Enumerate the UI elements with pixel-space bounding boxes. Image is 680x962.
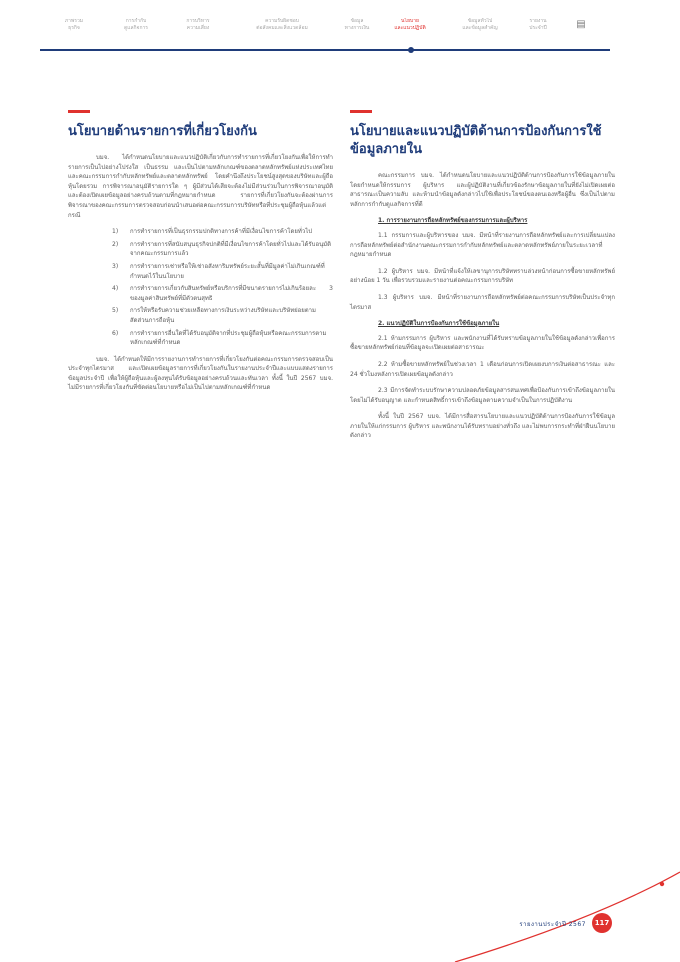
footer-label: รายงานประจำปี 2567 <box>519 921 586 928</box>
nav-tab-label: การบริหาร <box>186 18 210 24</box>
transaction-list <box>68 227 333 348</box>
nav-tab-policy[interactable] <box>386 18 434 40</box>
list-item-text: การทำรายการอื่นใดที่ได้รับอนุมัติจากที่ประชุมผู้ถือหุ้นหรือคณะกรรมการตามหลักเกณฑ์ที่กำหนด <box>130 329 327 347</box>
nav-tab-label: รายงาน <box>529 18 547 24</box>
list-item-text: การทำรายการเกี่ยวกับสินทรัพย์หรือบริการที่มีขนาดรายการไม่เกินร้อยละ 3 ของมูลค่าสินทรัพย์ที่มีตัวตนสุทธิ <box>130 285 333 302</box>
right-column <box>350 110 615 448</box>
list-item-number: 3) <box>112 262 119 270</box>
paragraph: 2.1 ห้ามกรรมการ ผู้บริหาร และพนักงานที่ได้รับทราบข้อมูลภายในใช้ข้อมูลดังกล่าวเพื่อการซื้อขายหลักทรัพย์ก่อนที่ข้อมูลจะเปิดเผยต่อสาธารณะ <box>350 334 615 352</box>
paragraph: บมจ. ได้กำหนดนโยบายและแนวปฏิบัติเกี่ยวกับการทำรายการที่เกี่ยวโยงกันเพื่อให้การทำรายการเป็นไปอย่างโปร่งใส เป็นธรรม และเป็นไปตามหลักเกณฑ์ของตลาดหลักทรัพย์แห่งประเทศไทย และคณะกรรมการกำกับหลักทรัพย์และตลาดหลักทรัพย์ โดยคำนึงถึงประโยชน์สูงสุดของบริษัทและผู้ถือหุ้นโดยรวม การพิจารณาอนุมัติรายการใด ๆ ผู้มีส่วนได้เสียจะต้องไม่มีส่วนร่วมในการพิจารณาอนุมัติ และต้องเปิดเผยข้อมูลอย่างครบถ้วนตามที่กฎหมายกำหนด รายการที่เกี่ยวโยงกันจะต้องผ่านการพิจารณาของคณะกรรมการตรวจสอบก่อนนำเสนอต่อคณะกรรมการบริษัทหรือที่ประชุมผู้ถือหุ้นแล้วแต่กรณี <box>68 154 333 219</box>
nav-tab-governance[interactable] <box>112 18 160 40</box>
nav-tab-sublabel: ดูแลกิจการ <box>123 25 148 31</box>
nav-tab-label: ข้อมูล <box>350 18 364 24</box>
subheading: 2. แนวปฏิบัติในการป้องกันการใช้ข้อมูลภายใน <box>378 320 500 328</box>
nav-tab-risk[interactable] <box>176 18 220 40</box>
list-item-number: 4) <box>112 285 119 293</box>
nav-tab-label: ความรับผิดชอบ <box>265 18 299 24</box>
decorative-swoosh <box>0 860 680 962</box>
nav-tab-label: ภาพรวม <box>64 18 84 24</box>
nav-tab-general-info[interactable] <box>452 18 508 40</box>
subheading: 1. การรายงานการถือหลักทรัพย์ของกรรมการและผู้บริหาร <box>378 217 528 225</box>
list-item <box>68 306 333 325</box>
paragraph: 1.3 ผู้บริหาร บมจ. มีหน้าที่รายงานการถือหลักทรัพย์ต่อคณะกรรมการบริษัทเป็นประจำทุกไตรมาส <box>350 293 615 311</box>
list-item-number: 6) <box>112 329 119 337</box>
left-column <box>68 110 333 400</box>
list-item-text: การทำรายการเช่าหรือให้เช่าอสังหาริมทรัพย์ระยะสั้นที่มีมูลค่าไม่เกินเกณฑ์ที่กำหนดไว้ในนโยบาย <box>130 262 325 280</box>
paragraph: 1.1 กรรมการและผู้บริหารของ บมจ. มีหน้าที่รายงานการถือหลักทรัพย์และการเปลี่ยนแปลงการถือหลักทรัพย์ต่อสำนักงานคณะกรรมการกำกับหลักทรัพย์และตลาดหลักทรัพย์ภายในระยะเวลาที่กฎหมายกำหนด <box>350 231 615 259</box>
nav-tab-sublabel: ต่อสังคมและสิ่งแวดล้อม <box>256 25 308 31</box>
nav-active-marker <box>408 47 414 53</box>
list-item-number: 2) <box>112 240 119 248</box>
nav-tab-sublabel: ประจำปี <box>529 25 547 31</box>
heading-accent-bar <box>350 110 372 113</box>
list-item-number: 5) <box>112 307 119 315</box>
nav-divider <box>40 49 610 51</box>
paragraph: 2.2 ห้ามซื้อขายหลักทรัพย์ในช่วงเวลา 1 เดือนก่อนการเปิดเผยงบการเงินต่อสาธารณะ และ 24 ชั่วโมงหลังการเปิดเผยข้อมูลดังกล่าว <box>350 360 615 378</box>
nav-tab-sustainability[interactable] <box>232 18 332 40</box>
page-number-badge: 117 <box>592 913 612 933</box>
list-item <box>68 227 333 237</box>
top-navigation <box>52 18 612 40</box>
nav-tab-label: การกำกับ <box>125 18 147 24</box>
list-item-text: การให้หรือรับความช่วยเหลือทางการเงินระหว่างบริษัทและบริษัทย่อยตามสัดส่วนการถือหุ้น <box>130 307 317 324</box>
list-item-number: 1) <box>112 228 119 236</box>
nav-tab-sublabel: และข้อมูลสำคัญ <box>462 25 498 31</box>
nav-tab-overview[interactable] <box>52 18 96 40</box>
list-item <box>68 240 333 259</box>
nav-tab-annual-report[interactable] <box>520 18 556 40</box>
paragraph: ทั้งนี้ ในปี 2567 บมจ. ได้มีการสื่อสารนโยบายและแนวปฏิบัติด้านการป้องกันการใช้ข้อมูลภายในให้แก่กรรมการ ผู้บริหาร และพนักงานได้รับทราบอย่างทั่วถึง และไม่พบการกระทำที่ฝ่าฝืนนโยบายดังกล่าว <box>350 413 615 440</box>
nav-tab-label: นโยบาย <box>401 18 419 24</box>
section-heading-insider-information: นโยบายและแนวปฏิบัติด้านการป้องกันการใช้ข้อมูลภายใน <box>350 124 602 157</box>
nav-tab-financial[interactable] <box>340 18 374 40</box>
list-item-text: การทำรายการที่เป็นธุรกรรมปกติทางการค้าที่มีเงื่อนไขการค้าโดยทั่วไป <box>130 228 313 236</box>
page-footer <box>0 860 680 962</box>
paragraph: 2.3 มีการจัดทำระบบรักษาความปลอดภัยข้อมูลสารสนเทศเพื่อป้องกันการเข้าถึงข้อมูลภายในโดยไม่ได้รับอนุญาต และกำหนดสิทธิ์การเข้าถึงข้อมูลตามความจำเป็นในการปฏิบัติงาน <box>350 387 615 404</box>
nav-tab-sublabel: ธุรกิจ <box>68 25 80 31</box>
list-item <box>68 284 333 303</box>
heading-accent-bar <box>68 110 90 113</box>
paragraph: บมจ. ได้กำหนดให้มีการรายงานการทำรายการที่เกี่ยวโยงกันต่อคณะกรรมการตรวจสอบเป็นประจำทุกไตรมาส และเปิดเผยข้อมูลรายการที่เกี่ยวโยงกันในรายงานประจำปีและแบบแสดงรายการข้อมูลประจำปี เพื่อให้ผู้ถือหุ้นและผู้ลงทุนได้รับข้อมูลอย่างครบถ้วนและทันเวลา ทั้งนี้ ในปี 2567 บมจ. ไม่มีรายการที่เกี่ยวโยงกันที่ขัดต่อนโยบายหรือไม่เป็นไปตามหลักเกณฑ์ที่กำหนด <box>68 355 333 392</box>
nav-tab-label: ข้อมูลทั่วไป <box>467 18 493 24</box>
paragraph: 1.2 ผู้บริหาร บมจ. มีหน้าที่แจ้งให้เลขานุการบริษัททราบล่วงหน้าก่อนการซื้อขายหลักทรัพย์อย่างน้อย 1 วัน เพื่อรวบรวมและรายงานต่อคณะกรรมการบริษัท <box>350 267 615 285</box>
nav-tab-sublabel: ความเสี่ยง <box>186 25 210 31</box>
nav-tab-sublabel: และแนวปฏิบัติ <box>394 25 426 31</box>
nav-tab-sublabel: ทางการเงิน <box>344 25 370 31</box>
list-item <box>68 329 333 348</box>
menu-icon: ▤ <box>576 19 586 30</box>
list-item-text: การทำรายการที่สนับสนุนธุรกิจปกติที่มีเงื่อนไขการค้าโดยทั่วไปและได้รับอนุมัติจากคณะกรรมการแล้ว <box>130 240 332 258</box>
list-item <box>68 262 333 281</box>
paragraph: คณะกรรมการ บมจ. ได้กำหนดนโยบายและแนวปฏิบัติด้านการป้องกันการใช้ข้อมูลภายใน โดยกำหนดให้กรรมการ ผู้บริหาร และผู้ปฏิบัติงานที่เกี่ยวข้องรักษาข้อมูลภายในที่ยังไม่เปิดเผยต่อสาธารณะเป็นความลับ และห้ามนำข้อมูลดังกล่าวไปใช้เพื่อประโยชน์ของตนเองหรือผู้อื่น ซึ่งเป็นไปตามหลักการกำกับดูแลกิจการที่ดี <box>350 172 615 208</box>
section-heading-connected-transactions: นโยบายด้านรายการที่เกี่ยวโยงกัน <box>68 124 257 139</box>
nav-menu-icon[interactable] <box>574 18 588 40</box>
